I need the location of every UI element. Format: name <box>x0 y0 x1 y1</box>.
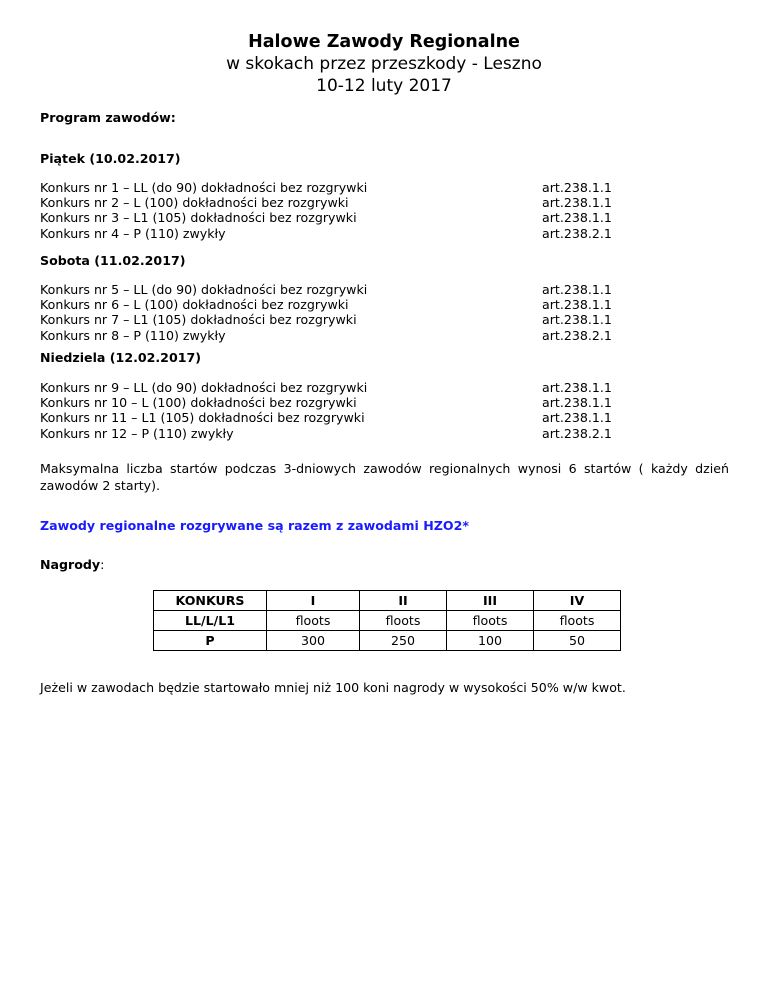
day-heading-saturday: Sobota (11.02.2017) <box>40 253 186 268</box>
competition-list-friday <box>40 180 367 241</box>
prize-cell: P <box>154 631 267 651</box>
prize-cell: LL/L/L1 <box>154 611 267 631</box>
article-ref: art.238.1.1 <box>542 195 612 211</box>
prize-cell: 300 <box>267 631 360 651</box>
article-ref: art.238.1.1 <box>542 210 612 226</box>
competition-item: Konkurs nr 3 – L1 (105) dokładności bez rozgrywki <box>40 210 357 226</box>
article-ref: art.238.1.1 <box>542 410 612 426</box>
competition-list-sunday <box>40 380 367 441</box>
competition-item: Konkurs nr 6 – L (100) dokładności bez rozgrywki <box>40 297 349 313</box>
competition-item: Konkurs nr 2 – L (100) dokładności bez rozgrywki <box>40 195 349 211</box>
document-header <box>0 31 768 97</box>
prize-table <box>153 590 621 651</box>
combined-event-note: Zawody regionalne rozgrywane są razem z zawodami HZO2* <box>40 518 469 533</box>
article-ref: art.238.1.1 <box>542 297 612 313</box>
article-list-saturday <box>542 282 612 343</box>
competition-item: Konkurs nr 11 – L1 (105) dokładności bez rozgrywki <box>40 410 365 426</box>
prize-header-cell: IV <box>534 591 621 611</box>
prizes-label: Nagrody <box>40 557 101 572</box>
article-ref: art.238.2.1 <box>542 425 612 441</box>
competition-item: Konkurs nr 9 – LL (do 90) dokładności bez rozgrywki <box>40 380 368 395</box>
competition-list-saturday <box>40 282 367 343</box>
article-list-sunday <box>542 380 612 441</box>
prize-header-cell: KONKURS <box>154 591 267 611</box>
prize-cell: floots <box>267 611 360 631</box>
article-list-friday <box>542 180 612 241</box>
article-ref: art.238.1.1 <box>542 312 612 328</box>
prize-header-cell: III <box>447 591 534 611</box>
competition-item: Konkurs nr 5 – LL (do 90) dokładności bez rozgrywki <box>40 282 368 297</box>
competition-item: Konkurs nr 1 – LL (do 90) dokładności bez rozgrywki <box>40 180 368 195</box>
program-label: Program zawodów: <box>40 110 176 125</box>
prizes-heading <box>40 557 104 572</box>
prize-table-header-row <box>154 591 621 611</box>
article-ref: art.238.2.1 <box>542 225 612 241</box>
article-ref: art.238.1.1 <box>542 282 612 297</box>
prize-header-cell: I <box>267 591 360 611</box>
prizes-colon: : <box>100 557 105 572</box>
article-ref: art.238.1.1 <box>542 395 612 411</box>
prize-cell: 250 <box>360 631 447 651</box>
footer-note: Jeżeli w zawodach będzie startowało mniej niż 100 koni nagrody w wysokości 50% w/w kwot. <box>40 680 626 695</box>
document-subtitle: w skokach przez przeszkody - Leszno <box>226 54 542 74</box>
article-ref: art.238.1.1 <box>542 380 612 395</box>
article-ref: art.238.1.1 <box>542 180 612 195</box>
competition-item: Konkurs nr 8 – P (110) zwykły <box>40 327 226 343</box>
max-starts-note: Maksymalna liczba startów podczas 3-dniowych zawodów regionalnych wynosi 6 startów ( każdy dzień zawodów 2 starty). <box>40 461 729 493</box>
document-dates: 10-12 luty 2017 <box>316 76 452 96</box>
competition-item: Konkurs nr 12 – P (110) zwykły <box>40 425 234 441</box>
competition-item: Konkurs nr 4 – P (110) zwykły <box>40 225 226 241</box>
day-heading-sunday: Niedziela (12.02.2017) <box>40 350 201 365</box>
prize-header-cell: II <box>360 591 447 611</box>
prize-cell: 100 <box>447 631 534 651</box>
day-heading-friday: Piątek (10.02.2017) <box>40 151 181 166</box>
prize-cell: floots <box>360 611 447 631</box>
document-title: Halowe Zawody Regionalne <box>248 32 520 52</box>
prize-table-row <box>154 631 621 651</box>
competition-item: Konkurs nr 7 – L1 (105) dokładności bez rozgrywki <box>40 312 357 328</box>
competition-item: Konkurs nr 10 – L (100) dokładności bez rozgrywki <box>40 395 357 411</box>
article-ref: art.238.2.1 <box>542 327 612 343</box>
prize-cell: 50 <box>534 631 621 651</box>
prize-cell: floots <box>447 611 534 631</box>
prize-table-row <box>154 611 621 631</box>
prize-cell: floots <box>534 611 621 631</box>
